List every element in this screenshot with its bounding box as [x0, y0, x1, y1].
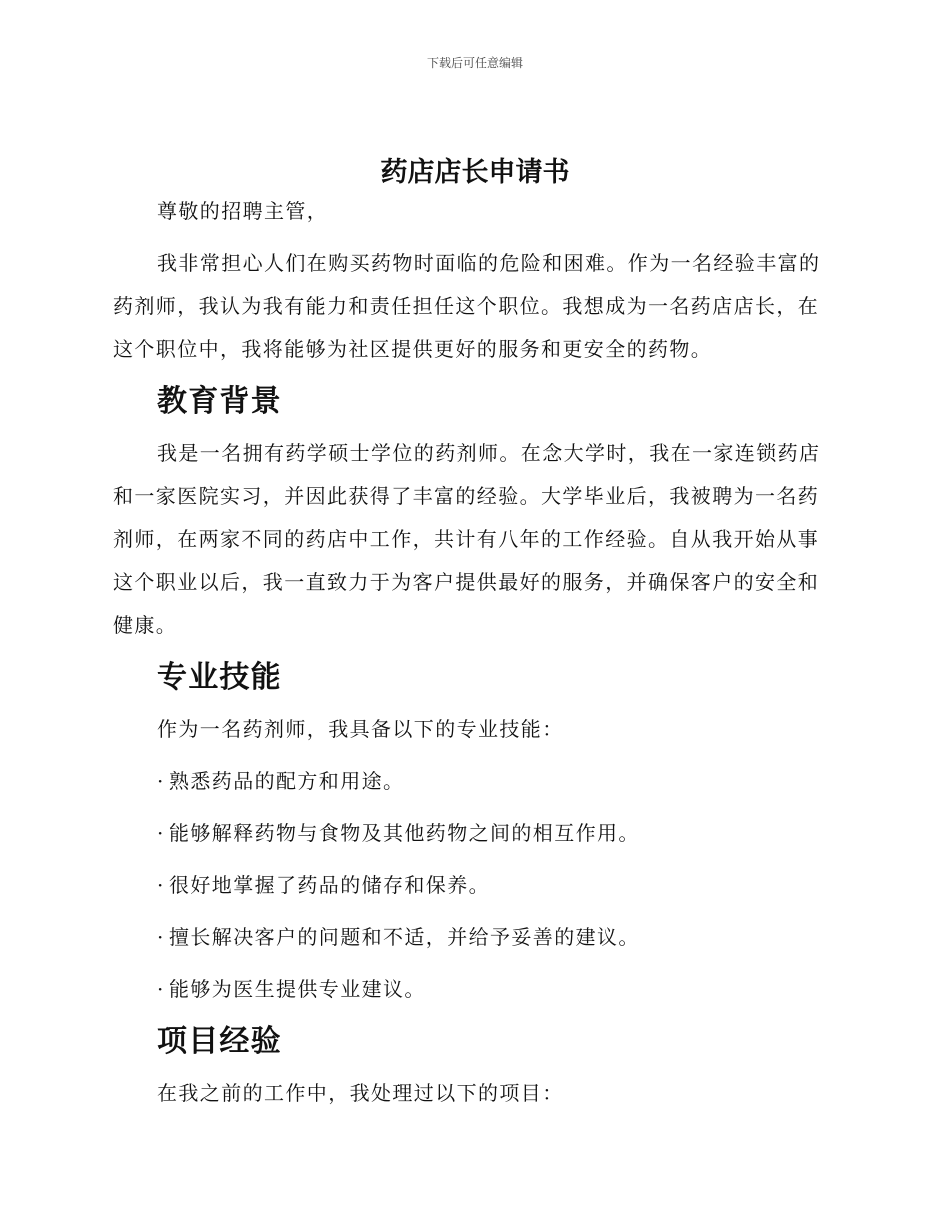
bullet-icon: ·	[157, 977, 165, 1001]
skills-lead: 作为一名药剂师，我具备以下的专业技能：	[157, 717, 564, 741]
list-item	[113, 760, 833, 803]
list-item-text: 能够为医生提供专业建议。	[169, 977, 426, 1001]
list-item-text: 能够解释药物与食物及其他药物之间的相互作用。	[169, 821, 640, 845]
list-item	[113, 812, 833, 855]
document-title: 药店店长申请书	[380, 157, 570, 188]
education-heading: 教育背景	[157, 384, 282, 419]
page-header-note: 下载后可任意编辑	[426, 56, 523, 70]
list-item	[113, 916, 833, 959]
list-item-text: 熟悉药品的配方和用途。	[169, 769, 405, 793]
document-body	[113, 190, 833, 1115]
list-item	[113, 864, 833, 907]
bullet-icon: ·	[157, 873, 165, 897]
skills-heading: 专业技能	[157, 660, 282, 695]
projects-heading: 项目经验	[157, 1024, 282, 1059]
list-item-text: 很好地掌握了药品的储存和保养。	[169, 873, 490, 897]
bullet-icon: ·	[157, 925, 165, 949]
salutation: 尊敬的招聘主管，	[157, 199, 329, 223]
bullet-icon: ·	[157, 769, 165, 793]
bullet-icon: ·	[157, 821, 165, 845]
list-item	[113, 968, 833, 1011]
list-item-text: 擅长解决客户的问题和不适，并给予妥善的建议。	[169, 925, 640, 949]
education-paragraph: 我是一名拥有药学硕士学位的药剂师。在念大学时，我在一家连锁药店和一家医院实习，并因此获得了丰富的经验。大学毕业后，我被聘为一名药剂师，在两家不同的药店中工作，共计有八年的工作经验。自从我开始从事这个职业以后，我一直致力于为客户提供最好的服务，并确保客户的安全和健康。	[113, 441, 821, 637]
intro-paragraph: 我非常担心人们在购买药物时面临的危险和困难。作为一名经验丰富的药剂师，我认为我有能力和责任担任这个职位。我想成为一名药店店长，在这个职位中，我将能够为社区提供更好的服务和更安全的药物。	[113, 251, 821, 361]
projects-lead: 在我之前的工作中，我处理过以下的项目：	[157, 1081, 564, 1105]
